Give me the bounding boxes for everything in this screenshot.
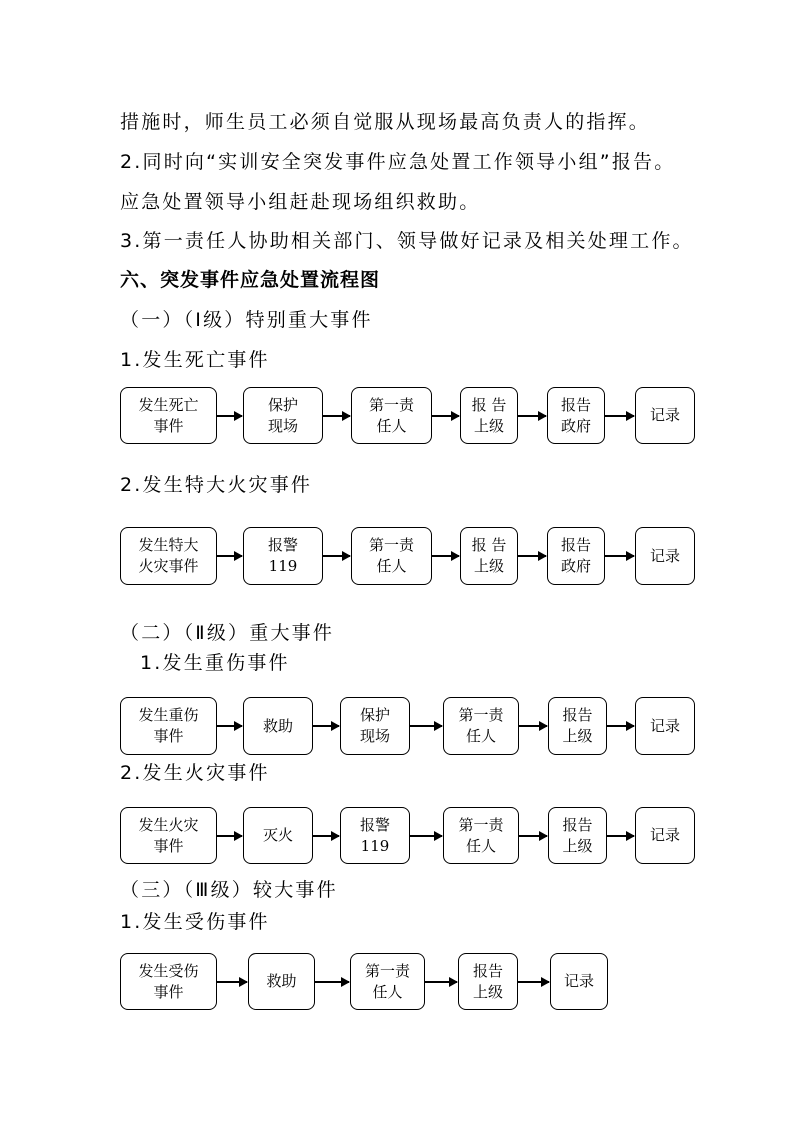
arrow-right-icon <box>313 835 339 837</box>
case-title: 2.发生特大火灾事件 <box>120 474 313 496</box>
flow-step-label: 第一责 任人 <box>458 706 504 745</box>
arrow-right-icon <box>605 555 634 557</box>
flow-step-label: 记录 <box>649 406 680 424</box>
arrow-right-icon <box>315 981 349 983</box>
level-title: （三）（Ⅲ级）较大事件 <box>120 879 338 901</box>
arrow-right-icon <box>605 415 634 417</box>
arrow-right-icon <box>518 981 549 983</box>
flow-step-label: 记录 <box>563 972 594 990</box>
flow-step-label: 保护 现场 <box>267 395 298 435</box>
flow-step-label: 报 告 上级 <box>471 395 507 435</box>
flow-step-box <box>351 527 432 585</box>
flow-step-box <box>550 953 608 1010</box>
flow-step-box <box>243 527 323 585</box>
flow-step-label: 发生特大 火灾事件 <box>138 536 199 575</box>
flow-step-label: 救助 <box>266 972 297 990</box>
flow-step-label: 报告 上级 <box>472 961 503 1001</box>
arrow-right-icon <box>607 835 634 837</box>
flow-step-box <box>120 527 217 585</box>
arrow-right-icon <box>217 555 242 557</box>
flow-step-label: 记录 <box>649 826 680 844</box>
flow-step-box <box>243 807 313 864</box>
level-title: （二）（Ⅱ级）重大事件 <box>120 622 335 644</box>
arrow-right-icon <box>323 555 350 557</box>
flow-step-label: 第一责 任人 <box>368 395 414 435</box>
arrow-right-icon <box>432 415 459 417</box>
arrow-right-icon <box>607 725 634 727</box>
arrow-right-icon <box>313 725 339 727</box>
arrow-right-icon <box>217 725 242 727</box>
flow-step-label: 报警 119 <box>359 815 390 855</box>
arrow-right-icon <box>518 415 546 417</box>
flow-step-box <box>120 807 217 864</box>
paragraph-line: 2.同时向“实训安全突发事件应急处置工作领导小组”报告。 <box>120 151 676 173</box>
flow-step-box <box>460 527 518 585</box>
flow-step-label: 第一责 任人 <box>458 815 504 855</box>
arrow-right-icon <box>519 725 547 727</box>
flow-step-label: 记录 <box>649 546 680 565</box>
flow-step-label: 报 告 上级 <box>471 536 507 575</box>
flow-step-box <box>458 953 518 1010</box>
flow-step-box <box>340 807 410 864</box>
flow-step-label: 报告 上级 <box>562 706 593 745</box>
flow-step-label: 救助 <box>262 716 293 735</box>
flow-step-box <box>635 807 695 864</box>
flow-step-label: 发生死亡 事件 <box>138 395 199 435</box>
case-title: 1.发生死亡事件 <box>120 349 270 371</box>
arrow-right-icon <box>410 835 442 837</box>
level-title: （一）（Ⅰ级）特别重大事件 <box>120 309 373 331</box>
flow-step-box <box>548 807 607 864</box>
flow-step-box <box>248 953 315 1010</box>
flow-step-box <box>243 387 323 444</box>
flow-step-box <box>351 387 432 444</box>
flow-step-box <box>443 697 519 755</box>
flow-step-box <box>243 697 313 755</box>
flow-step-box <box>635 387 695 444</box>
flow-step-box <box>120 953 217 1010</box>
flow-step-label: 灭火 <box>262 826 293 844</box>
flow-step-label: 保护 现场 <box>359 706 390 745</box>
paragraph-line: 应急处置领导小组赶赴现场组织救助。 <box>120 191 481 213</box>
flow-step-box <box>635 527 695 585</box>
arrow-right-icon <box>425 981 457 983</box>
case-title: 2.发生火灾事件 <box>120 762 270 784</box>
flow-step-box <box>547 527 605 585</box>
flow-step-label: 报告 政府 <box>560 536 591 575</box>
paragraph-line: 3.第一责任人协助相关部门、领导做好记录及相关处理工作。 <box>120 230 694 252</box>
paragraph-line: 措施时，师生员工必须自觉服从现场最高负责人的指挥。 <box>120 111 651 133</box>
case-title: 1.发生重伤事件 <box>140 652 290 674</box>
arrow-right-icon <box>217 835 242 837</box>
flow-step-label: 发生受伤 事件 <box>138 961 199 1001</box>
flow-step-box <box>340 697 410 755</box>
flow-step-box <box>120 387 217 444</box>
flow-step-label: 报告 上级 <box>562 815 593 855</box>
flow-step-box <box>547 387 605 444</box>
arrow-right-icon <box>410 725 442 727</box>
flow-step-label: 报告 政府 <box>560 395 591 435</box>
flow-step-label: 第一责 任人 <box>364 961 410 1001</box>
arrow-right-icon <box>519 835 547 837</box>
section-title: 六、突发事件应急处置流程图 <box>120 269 381 291</box>
arrow-right-icon <box>518 555 546 557</box>
flow-step-box <box>635 697 695 755</box>
flow-step-box <box>350 953 425 1010</box>
flow-step-label: 发生重伤 事件 <box>138 706 199 745</box>
flow-step-label: 记录 <box>649 716 680 735</box>
arrow-right-icon <box>323 415 350 417</box>
case-title: 1.发生受伤事件 <box>120 911 270 933</box>
arrow-right-icon <box>217 415 242 417</box>
flow-step-box <box>548 697 607 755</box>
arrow-right-icon <box>217 981 247 983</box>
flow-step-label: 第一责 任人 <box>368 536 414 575</box>
arrow-right-icon <box>432 555 459 557</box>
flow-step-box <box>120 697 217 755</box>
flow-step-label: 发生火灾 事件 <box>138 815 199 855</box>
flow-step-box <box>460 387 518 444</box>
flow-step-box <box>443 807 519 864</box>
flow-step-label: 报警 119 <box>267 536 298 575</box>
